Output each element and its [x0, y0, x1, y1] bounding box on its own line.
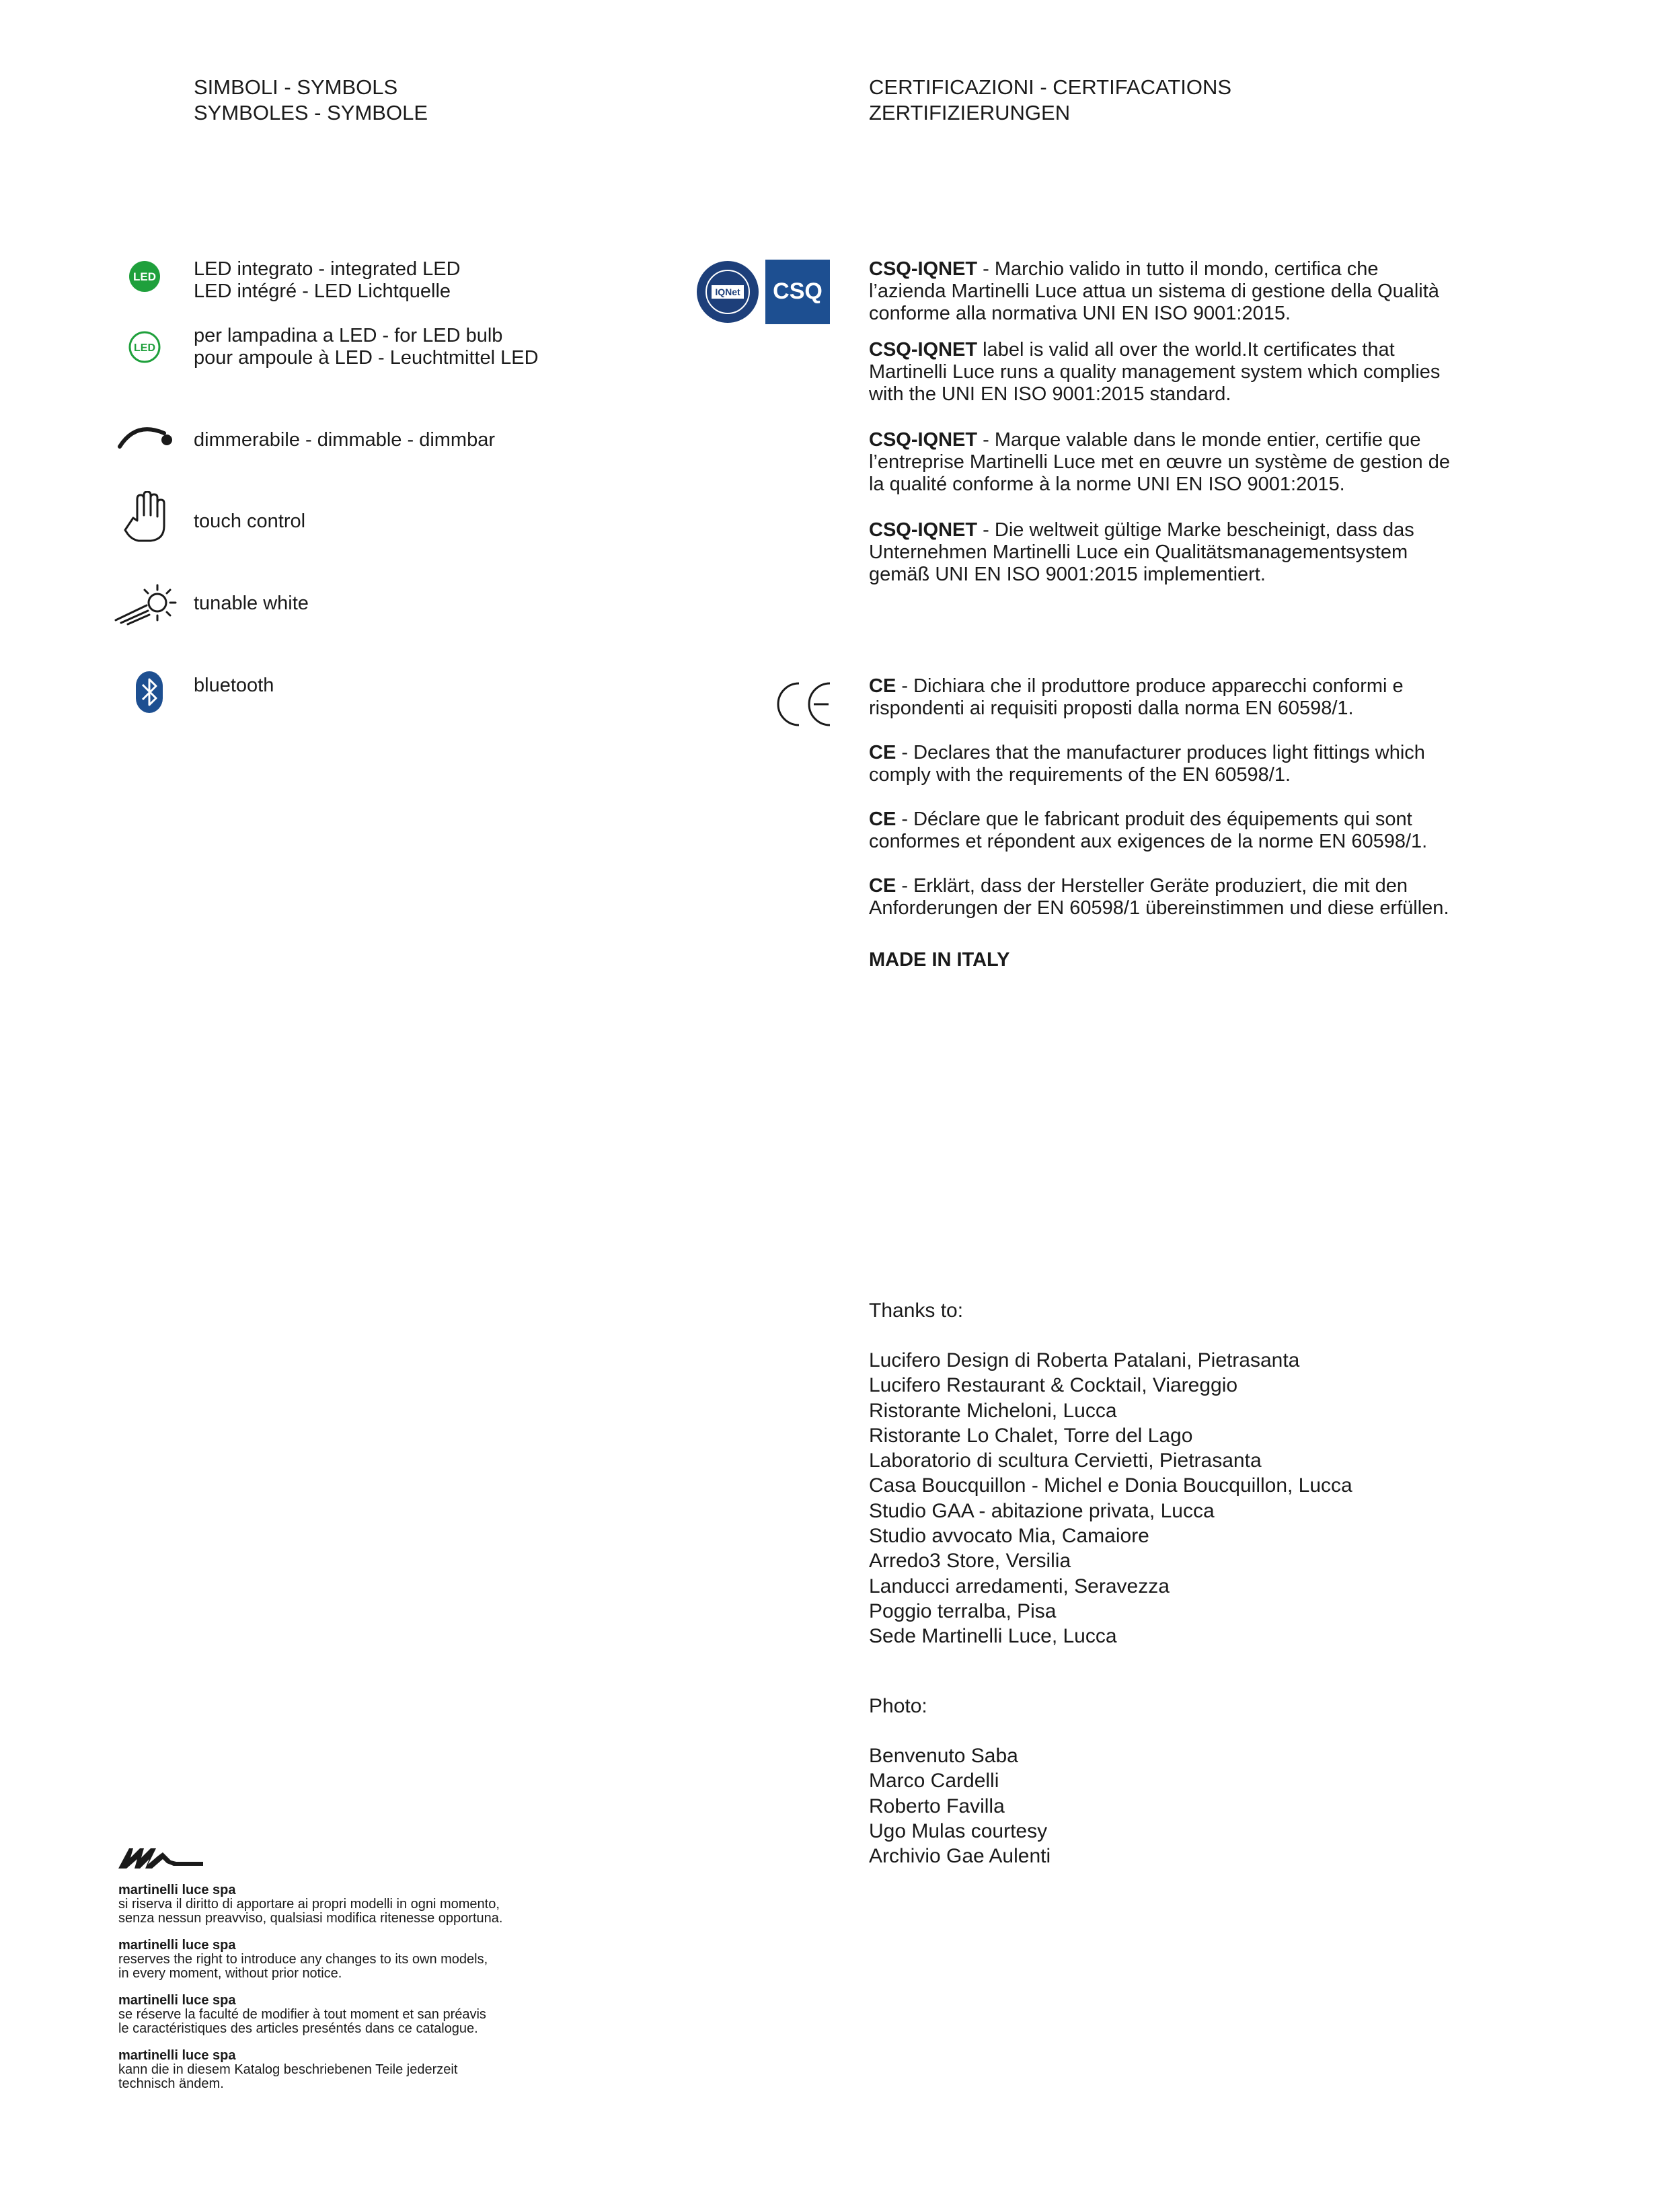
- disclaimer-line: in every moment, without prior notice.: [118, 1966, 342, 1981]
- symbol-touch-label: touch control: [194, 511, 306, 532]
- made-in-italy: MADE IN ITALY: [869, 949, 1010, 971]
- led-integrated-badge-text: LED: [133, 270, 156, 283]
- list-item: Laboratorio di scultura Cervietti, Pietrasanta: [869, 1449, 1262, 1472]
- csq-label: CSQ-IQNET: [869, 429, 978, 451]
- ce-text: - Déclare que le fabricant produit des équipements qui sont conformes et répondent aux exigences de la norme EN 60598/1.: [869, 808, 1428, 852]
- disclaimer-company: martinelli luce spa: [118, 1938, 236, 1953]
- list-item: Studio avvocato Mia, Camaiore: [869, 1525, 1149, 1548]
- list-item: Archivio Gae Aulenti: [869, 1845, 1051, 1868]
- symbol-item-led-integrated: [194, 258, 461, 303]
- list-item: Studio GAA - abitazione privata, Lucca: [869, 1499, 1215, 1522]
- csq-logo: [765, 260, 830, 324]
- csq-logo-text: CSQ: [773, 278, 823, 304]
- csq-paragraph-de: [869, 519, 1461, 586]
- symbol-item-bluetooth: [194, 675, 274, 697]
- disclaimer-company: martinelli luce spa: [118, 1883, 236, 1897]
- symbol-bluetooth-label: bluetooth: [194, 675, 274, 696]
- martinelli-luce-logo: [116, 1843, 206, 1873]
- csq-paragraph-en: [869, 339, 1461, 406]
- disclaimer-line: reserves the right to introduce any changes to its own models,: [118, 1952, 488, 1967]
- symbols-heading: [194, 75, 428, 126]
- ce-label: CE: [869, 808, 896, 830]
- ce-label: CE: [869, 875, 896, 897]
- list-item: Lucifero Restaurant & Cocktail, Viareggio: [869, 1374, 1238, 1397]
- thanks-list: [869, 1348, 1352, 1649]
- list-item: Ristorante Micheloni, Lucca: [869, 1399, 1117, 1422]
- tunable-white-icon: [112, 582, 179, 627]
- led-bulb-badge-text: LED: [134, 342, 155, 354]
- disclaimer-fr: [118, 1994, 603, 2036]
- symbol-led-bulb-line1: per lampadina a LED - for LED bulb: [194, 325, 503, 346]
- iqnet-logo: [693, 260, 763, 324]
- list-item: Ugo Mulas courtesy: [869, 1819, 1048, 1842]
- list-item: Benvenuto Saba: [869, 1745, 1018, 1767]
- photo-label: Photo:: [869, 1695, 927, 1717]
- symbols-heading-line1: SIMBOLI - SYMBOLS: [194, 75, 398, 99]
- ce-paragraph-de: [869, 875, 1461, 919]
- ce-paragraph-en: [869, 742, 1461, 786]
- certifications-heading-line2: ZERTIFIZIERUNGEN: [869, 101, 1071, 124]
- ce-label: CE: [869, 742, 896, 763]
- list-item: Sede Martinelli Luce, Lucca: [869, 1625, 1117, 1648]
- disclaimer-line: kann die in diesem Katalog beschriebenen Teile jederzeit: [118, 2062, 458, 2077]
- led-integrated-icon: [128, 260, 161, 293]
- certifications-heading-line1: CERTIFICAZIONI - CERTIFACATIONS: [869, 75, 1232, 99]
- csq-label: CSQ-IQNET: [869, 519, 978, 541]
- bluetooth-icon: [135, 670, 164, 714]
- symbol-item-led-bulb: [194, 325, 539, 369]
- symbol-item-touch: [194, 511, 305, 533]
- ce-paragraph-fr: [869, 808, 1461, 853]
- ce-text: - Declares that the manufacturer produces light fittings which comply with the requirements of the EN 60598/1.: [869, 742, 1425, 786]
- list-item: Landucci arredamenti, Seravezza: [869, 1575, 1170, 1597]
- csq-text: - Die weltweit gültige Marke bescheinigt, dass das Unternehmen Martinelli Luce ein Qualitätsmanagementsystem gemäß UNI EN ISO 9001:2015 implementiert.: [869, 519, 1414, 585]
- led-bulb-icon: [128, 330, 161, 364]
- disclaimer: [118, 1883, 603, 2104]
- ce-certification-block: [869, 675, 1461, 971]
- ce-text: - Dichiara che il produttore produce apparecchi conformi e rispondenti ai requisiti proposti dalla norma EN 60598/1.: [869, 675, 1404, 719]
- csq-paragraph-it: [869, 258, 1461, 325]
- disclaimer-en: [118, 1938, 603, 1981]
- csq-text: label is valid all over the world.It certificates that Martinelli Luce runs a quality management system which complies with the UNI EN ISO 9001:2015 standard.: [869, 339, 1441, 405]
- symbol-item-tunable-white: [194, 593, 309, 615]
- disclaimer-line: technisch ändem.: [118, 2076, 224, 2091]
- disclaimer-line: si riserva il diritto di apportare ai propri modelli in ogni momento,: [118, 1897, 500, 1912]
- symbol-led-integrated-line1: LED integrato - integrated LED: [194, 258, 461, 280]
- csq-text: - Marque valable dans le monde entier, certifie que l’entreprise Martinelli Luce met en œuvre un système de gestion de la qualité conforme à la norme UNI EN ISO 9001:2015.: [869, 429, 1450, 495]
- csq-label: CSQ-IQNET: [869, 339, 978, 361]
- symbol-item-dimmer: [194, 429, 495, 451]
- thanks-label: Thanks to:: [869, 1299, 964, 1322]
- list-item: Casa Boucquillon - Michel e Donia Boucquillon, Lucca: [869, 1474, 1352, 1497]
- certifications-heading: [869, 75, 1231, 126]
- disclaimer-de: [118, 2049, 603, 2091]
- ce-paragraph-it: [869, 675, 1461, 720]
- dimmer-icon: [116, 417, 178, 455]
- csq-text: - Marchio valido in tutto il mondo, certifica che l’azienda Martinelli Luce attua un sistema di gestione della Qualità conforme alla normativa UNI EN ISO 9001:2015.: [869, 258, 1439, 324]
- disclaimer-line: le caractéristiques des articles preséntés dans ce catalogue.: [118, 2021, 478, 2036]
- csq-paragraph-fr: [869, 429, 1461, 496]
- disclaimer-line: senza nessun preavviso, qualsiasi modifica ritenesse opportuna.: [118, 1911, 503, 1926]
- list-item: Roberto Favilla: [869, 1795, 1005, 1817]
- symbol-led-integrated-line2: LED intégré - LED Lichtquelle: [194, 280, 451, 302]
- iqnet-logo-text: IQNet: [715, 287, 740, 297]
- disclaimer-company: martinelli luce spa: [118, 1993, 236, 2008]
- symbol-dimmer-label: dimmerabile - dimmable - dimmbar: [194, 429, 495, 451]
- list-item: Poggio terralba, Pisa: [869, 1599, 1057, 1622]
- symbols-heading-line2: SYMBOLES - SYMBOLE: [194, 101, 428, 124]
- ce-mark-icon: [773, 679, 834, 729]
- csq-label: CSQ-IQNET: [869, 258, 978, 280]
- symbol-tunable-white-label: tunable white: [194, 593, 309, 614]
- list-item: Arredo3 Store, Versilia: [869, 1550, 1071, 1573]
- list-item: Ristorante Lo Chalet, Torre del Lago: [869, 1424, 1193, 1447]
- disclaimer-company: martinelli luce spa: [118, 2048, 236, 2063]
- disclaimer-line: se réserve la faculté de modifier à tout moment et san préavis: [118, 2007, 486, 2022]
- ce-text: - Erklärt, dass der Hersteller Geräte produziert, die mit den Anforderungen der EN 60598/1 übereinstimmen und diese erfüllen.: [869, 875, 1449, 919]
- ce-label: CE: [869, 675, 896, 697]
- list-item: Lucifero Design di Roberta Patalani, Pietrasanta: [869, 1349, 1300, 1371]
- csq-certification-block: [869, 258, 1461, 586]
- touch-hand-icon: [118, 491, 172, 543]
- symbol-led-bulb-line2: pour ampoule à LED - Leuchtmittel LED: [194, 347, 539, 369]
- photo-list: [869, 1743, 1051, 1869]
- disclaimer-it: [118, 1883, 603, 1926]
- list-item: Marco Cardelli: [869, 1770, 999, 1793]
